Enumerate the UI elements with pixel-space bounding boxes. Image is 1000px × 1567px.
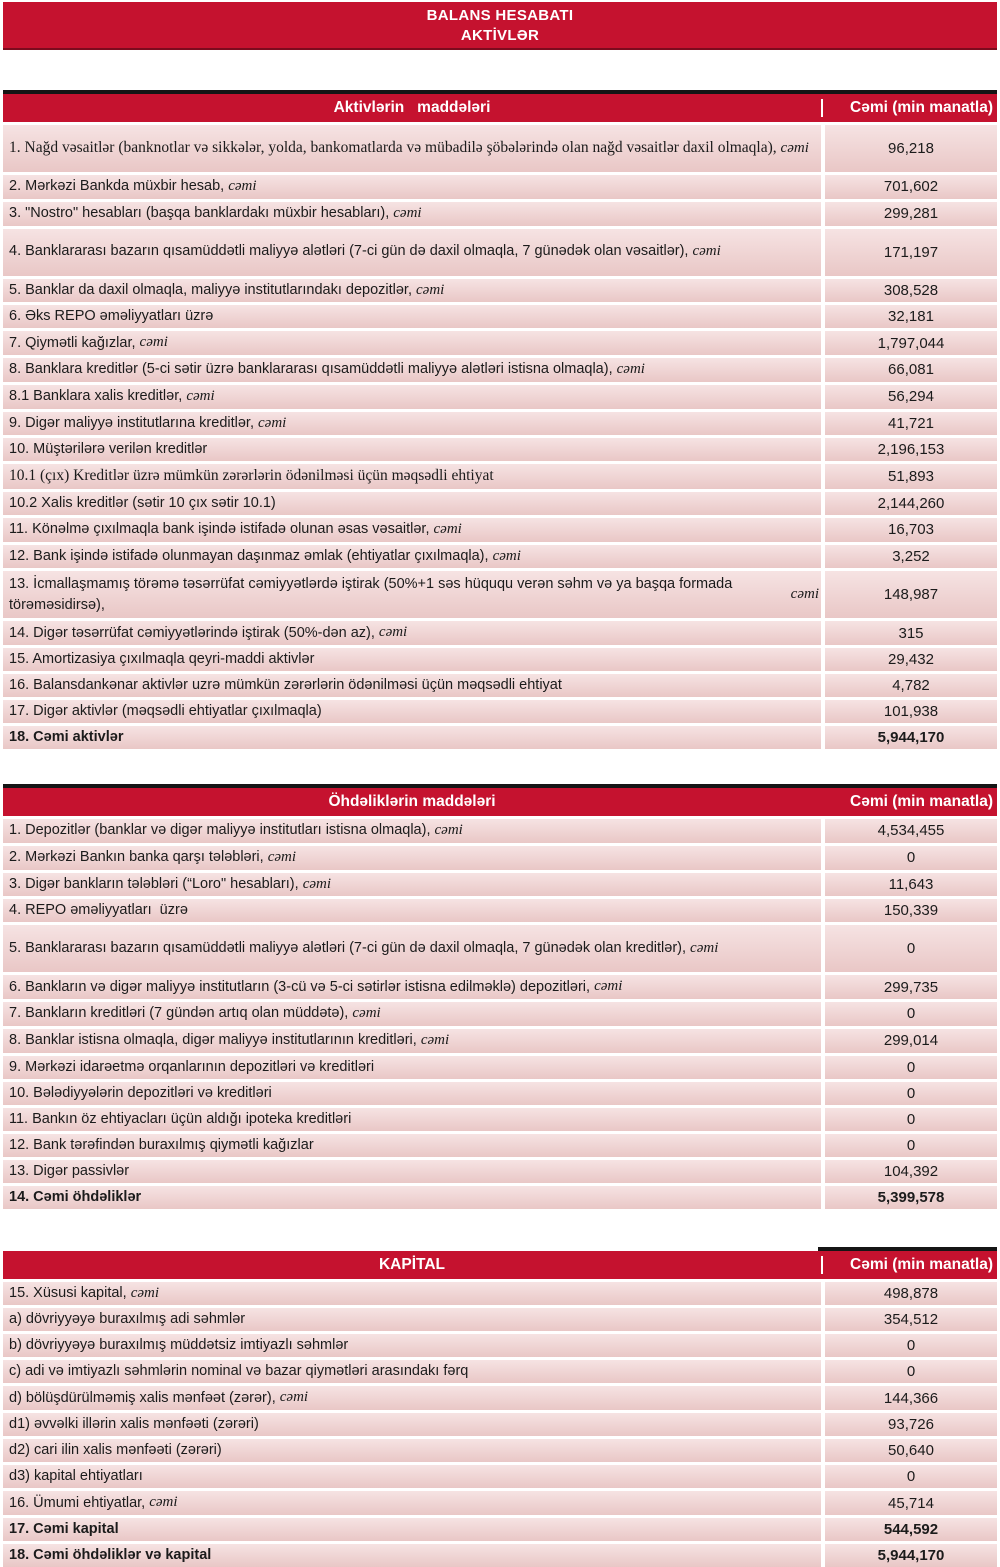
row-label-text: 1. Depozitlər (banklar və digər maliyyə institutları istisna olmaqla),	[9, 822, 435, 839]
row-label-text: 10. Bələdiyyələrin depozitləri və kreditləri	[9, 1084, 272, 1101]
row-label-text: 5. Banklar da daxil olmaqla, maliyyə institutlarındakı depozitlər,	[9, 281, 417, 298]
row-value: 315	[825, 621, 997, 645]
row-label-text: 8. Banklar istisna olmaqla, digər maliyyə institutlarının kreditləri,	[9, 1032, 421, 1049]
row-label	[3, 1308, 821, 1331]
row-value: 32,181	[825, 305, 997, 328]
row-value: 148,987	[825, 571, 997, 618]
table-row	[3, 899, 997, 922]
row-label-text: 1. Nağd vəsaitlər (banknotlar və sikkələr, yolda, bankomatlarda və mübadilə şöbələrində olan nağd vəsaitlər daxil olmaqla),	[9, 139, 781, 157]
row-label	[3, 1465, 821, 1488]
ohdelikler-table-section	[0, 784, 1000, 1209]
table-row	[3, 571, 997, 618]
row-label	[3, 1186, 821, 1209]
row-label-text: 18. Cəmi aktivlər	[9, 729, 124, 746]
table-row	[3, 621, 997, 645]
row-label	[3, 229, 821, 276]
row-label-text: 10. Müştərilərə verilən kreditlər	[9, 441, 208, 458]
table-row	[3, 1029, 997, 1053]
row-label	[3, 899, 821, 922]
row-label-text: 4. REPO əməliyyatları üzrə	[9, 902, 188, 919]
report-title-line-1: BALANS HESABATI	[426, 6, 574, 24]
row-label	[3, 1134, 821, 1157]
row-value: 144,366	[825, 1386, 997, 1410]
row-value: 104,392	[825, 1160, 997, 1183]
row-label-text: 12. Bank tərəfindən buraxılmış qiymətli kağızlar	[9, 1136, 314, 1153]
table-row	[3, 1386, 997, 1410]
row-label-text: 14. Cəmi öhdəliklər	[9, 1188, 142, 1205]
table-row	[3, 1413, 997, 1436]
row-value: 0	[825, 1056, 997, 1079]
row-label	[3, 385, 821, 409]
row-label-text: 13. İcmallaşmamış törəmə təsərrüfat cəmiyyətlərdə iştirak (50%+1 səs hüququ verən səhm və ya başqa formada törəməsidirsə),	[9, 575, 737, 613]
row-label	[3, 464, 821, 488]
table-row	[3, 1056, 997, 1079]
table-row	[3, 1491, 997, 1515]
table-row	[3, 518, 997, 542]
table-header-label: KAPİTAL	[378, 1255, 445, 1273]
row-label	[3, 1002, 821, 1026]
row-label	[3, 412, 821, 436]
row-label	[3, 846, 821, 870]
table-row	[3, 1134, 997, 1157]
row-label	[3, 125, 821, 172]
row-label-text: d) bölüşdürülməmiş xalis mənfəət (zərər),	[9, 1389, 280, 1406]
table-row	[3, 1518, 997, 1541]
table-row	[3, 1439, 997, 1462]
row-value: 0	[825, 1465, 997, 1488]
row-label	[3, 1544, 821, 1567]
row-label-italic: cəmi	[492, 547, 521, 564]
row-value: 41,721	[825, 412, 997, 436]
row-value: 5,399,578	[825, 1186, 997, 1209]
row-label-italic: cəmi	[130, 1284, 160, 1301]
row-label	[3, 1413, 821, 1436]
row-label	[3, 1386, 821, 1410]
row-value: 2,144,260	[825, 492, 997, 515]
ohdelikler-rows	[3, 819, 997, 1209]
row-value: 5,944,170	[825, 726, 997, 749]
row-label	[3, 1334, 821, 1357]
row-label-text: 3. Digər bankların tələbləri (“Loro" hesabları),	[9, 875, 303, 892]
row-value: 56,294	[825, 385, 997, 409]
table-row	[3, 1282, 997, 1306]
row-value: 4,534,455	[825, 819, 997, 843]
report-title-line-2: AKTİVLƏR	[460, 26, 540, 44]
row-value: 299,014	[825, 1029, 997, 1053]
row-label	[3, 175, 821, 199]
table-row	[3, 229, 997, 276]
row-value: 1,797,044	[825, 331, 997, 355]
row-label	[3, 1056, 821, 1079]
table-row	[3, 819, 997, 843]
row-value: 0	[825, 1082, 997, 1105]
row-label-text: 8. Banklara kreditlər (5-ci sətir üzrə banklararası qısamüddətli maliyyə alətləri istisna olmaqla),	[9, 361, 617, 378]
table-row	[3, 412, 997, 436]
table-row	[3, 305, 997, 328]
row-label-text: 11. Bankın öz ehtiyacları üçün aldığı ipoteka kreditləri	[9, 1110, 352, 1127]
row-label-text: 5. Banklararası bazarın qısamüddətli maliyyə alətləri (7-ci gün də daxil olmaqla, 7 günədək olan kreditlər),	[9, 940, 691, 957]
row-label-text: 13. Digər passivlər	[9, 1162, 130, 1179]
row-label-text: d3) kapital ehtiyatları	[9, 1468, 143, 1485]
report-title-banner	[3, 2, 997, 50]
row-label	[3, 1491, 821, 1515]
row-label	[3, 1360, 821, 1383]
row-label-text: 4. Banklararası bazarın qısamüddətli maliyyə alətləri (7-ci gün də daxil olmaqla, 7 günədək olan vəsaitlər),	[9, 243, 693, 260]
row-label-text: 16. Ümumi ehtiyatlar,	[9, 1494, 150, 1511]
table-row	[3, 1160, 997, 1183]
row-label-italic: cəmi	[378, 624, 408, 641]
table-row	[3, 674, 997, 697]
table-row	[3, 385, 997, 409]
table-row	[3, 1108, 997, 1131]
row-label	[3, 202, 821, 226]
row-label	[3, 305, 821, 328]
row-label	[3, 726, 821, 749]
row-label-italic: cəmi	[393, 204, 422, 221]
row-label-text: 9. Mərkəzi idarəetmə orqanlarının depozitləri və kreditləri	[9, 1058, 375, 1075]
row-label	[3, 819, 821, 843]
row-value: 93,726	[825, 1413, 997, 1436]
table-row	[3, 175, 997, 199]
row-value: 4,782	[825, 674, 997, 697]
table-header-label: Aktivlərin maddələri	[333, 99, 491, 116]
aktivler-table-header	[3, 94, 997, 122]
row-label	[3, 492, 821, 515]
row-value: 0	[825, 1002, 997, 1026]
row-label	[3, 358, 821, 382]
row-label-italic: cəmi	[433, 520, 462, 537]
row-value: 29,432	[825, 648, 997, 671]
ohdelikler-table-header	[3, 788, 997, 816]
row-value: 0	[825, 1134, 997, 1157]
row-label-italic: cəmi	[616, 361, 645, 378]
row-value: 0	[825, 1108, 997, 1131]
table-row	[3, 1308, 997, 1331]
row-label-italic: cəmi	[790, 585, 819, 602]
table-row	[3, 492, 997, 515]
row-value: 0	[825, 925, 997, 972]
row-label-text: 3. "Nostro" hesabları (başqa banklardakı müxbir hesabları),	[9, 205, 394, 222]
row-label-italic: cəmi	[258, 414, 287, 431]
row-label-text: 12. Bank işində istifadə olunmayan daşınmaz əmlak (ehtiyatlar çıxılmaqla),	[9, 547, 493, 564]
row-label-text: d2) cari ilin xalis mənfəəti (zərəri)	[9, 1442, 222, 1459]
row-value: 299,281	[825, 202, 997, 226]
row-label-italic: cəmi	[139, 334, 168, 351]
table-row	[3, 358, 997, 382]
row-label	[3, 518, 821, 542]
row-label	[3, 975, 821, 999]
row-label	[3, 674, 821, 697]
table-row	[3, 1334, 997, 1357]
row-value: 354,512	[825, 1308, 997, 1331]
row-label	[3, 331, 821, 355]
row-value: 308,528	[825, 279, 997, 303]
row-value: 0	[825, 846, 997, 870]
row-label-text: 15. Xüsusi kapital,	[9, 1285, 131, 1302]
row-label	[3, 648, 821, 671]
row-label	[3, 925, 821, 972]
table-header-value: Cəmi (min manatla)	[821, 99, 997, 117]
table-row	[3, 1082, 997, 1105]
row-value: 5,944,170	[825, 1544, 997, 1567]
aktivler-table-section	[0, 90, 1000, 749]
row-label-text: 6. Bankların və digər maliyyə institutların (3-cü və 5-ci sətirlər istisna edilməklə) depozitləri,	[9, 978, 595, 995]
row-value: 66,081	[825, 358, 997, 382]
row-label-text: 10.1 (çıx) Kreditlər üzrə mümkün zərərlərin ödənilməsi üçün məqsədli ehtiyat	[9, 467, 494, 485]
row-label-text: 10.2 Xalis kreditlər (sətir 10 çıx sətir 10.1)	[9, 494, 276, 511]
row-label-italic: cəmi	[594, 978, 623, 995]
row-label	[3, 1282, 821, 1306]
table-row	[3, 846, 997, 870]
table-row	[3, 545, 997, 569]
row-label-italic: cəmi	[352, 1005, 381, 1022]
row-label-text: 7. Bankların kreditləri (7 gündən artıq olan müddətə),	[9, 1005, 353, 1022]
row-label-italic: cəmi	[420, 1031, 450, 1048]
row-label	[3, 1439, 821, 1462]
table-row	[3, 125, 997, 172]
row-label	[3, 438, 821, 461]
row-label	[3, 545, 821, 569]
row-label-text: a) dövriyyəyə buraxılmış adi səhmlər	[9, 1311, 246, 1328]
row-label	[3, 571, 821, 618]
row-label	[3, 873, 821, 897]
table-row	[3, 331, 997, 355]
table-header-label: Öhdəliklərin maddələri	[328, 793, 496, 811]
row-label-text: 15. Amortizasiya çıxılmaqla qeyri-maddi aktivlər	[9, 651, 315, 668]
row-label	[3, 1029, 821, 1053]
table-row	[3, 1360, 997, 1383]
table-row	[3, 1186, 997, 1209]
row-value: 498,878	[825, 1282, 997, 1306]
row-value: 150,339	[825, 899, 997, 922]
kapital-table-header	[3, 1251, 997, 1279]
row-label-italic: cəmi	[780, 139, 809, 156]
row-label-italic: cəmi	[416, 281, 445, 298]
row-value: 544,592	[825, 1518, 997, 1541]
row-label-italic: cəmi	[690, 939, 719, 956]
row-value: 299,735	[825, 975, 997, 999]
row-label	[3, 1518, 821, 1541]
row-label	[3, 1108, 821, 1131]
row-label-text: 16. Balansdankənar aktivlər uzrə mümkün zərərlərin ödənilməsi üçün məqsədli ehtiyat	[9, 677, 562, 694]
row-label-text: 14. Digər təsərrüfat cəmiyyətlərində iştirak (50%-dən az),	[9, 624, 379, 641]
row-label	[3, 1160, 821, 1183]
row-label-italic: cəmi	[434, 822, 463, 839]
table-row	[3, 202, 997, 226]
row-value: 171,197	[825, 229, 997, 276]
row-label-text: 9. Digər maliyyə institutlarına kreditlər,	[9, 414, 259, 431]
row-label-text: 18. Cəmi öhdəliklər və kapital	[9, 1547, 212, 1564]
row-label-text: 8.1 Banklara xalis kreditlər,	[9, 388, 187, 405]
table-row	[3, 975, 997, 999]
table-row	[3, 1002, 997, 1026]
row-label	[3, 1082, 821, 1105]
table-row	[3, 438, 997, 461]
table-header-value: Cəmi (min manatla)	[850, 793, 993, 811]
table-row	[3, 925, 997, 972]
row-value: 101,938	[825, 700, 997, 723]
row-label-text: 7. Qiymətli kağızlar,	[9, 334, 140, 351]
table-row	[3, 726, 997, 749]
kapital-rows	[3, 1282, 997, 1567]
row-value: 2,196,153	[825, 438, 997, 461]
tables-container	[0, 90, 1000, 1567]
row-label	[3, 279, 821, 303]
row-label	[3, 621, 821, 645]
row-label-italic: cəmi	[302, 875, 332, 892]
row-label-italic: cəmi	[228, 178, 257, 194]
row-value: 16,703	[825, 518, 997, 542]
table-row	[3, 279, 997, 303]
row-label-text: 2. Mərkəzi Bankda müxbir hesab,	[9, 178, 229, 195]
table-row	[3, 700, 997, 723]
row-value: 701,602	[825, 175, 997, 199]
row-label-text: 17. Cəmi kapital	[9, 1521, 119, 1538]
row-value: 51,893	[825, 464, 997, 488]
row-label-text: b) dövriyyəyə buraxılmış müddətsiz imtiyazlı səhmlər	[9, 1337, 349, 1354]
row-label-text: 6. Əks REPO əməliyyatları üzrə	[9, 308, 214, 325]
table-row	[3, 648, 997, 671]
table-row	[3, 873, 997, 897]
table-row	[3, 1465, 997, 1488]
row-value: 0	[825, 1360, 997, 1383]
row-label-text: 11. Könəlmə çıxılmaqla bank işində istifadə olunan əsas vəsaitlər,	[9, 521, 434, 538]
row-label	[3, 700, 821, 723]
kapital-table-section	[0, 1247, 1000, 1567]
row-value: 11,643	[825, 873, 997, 897]
row-value: 96,218	[825, 125, 997, 172]
row-label-text: 2. Mərkəzi Bankın banka qarşı tələbləri,	[9, 849, 268, 866]
row-label-italic: cəmi	[267, 848, 297, 865]
row-label-italic: cəmi	[149, 1494, 178, 1511]
row-value: 3,252	[825, 545, 997, 569]
row-label-text: d1) əvvəlki illərin xalis mənfəəti (zərəri)	[9, 1416, 259, 1433]
table-header-value: Cəmi (min manatla)	[821, 1256, 997, 1274]
row-value: 50,640	[825, 1439, 997, 1462]
row-label-text: c) adi və imtiyazlı səhmlərin nominal və bazar qiymətləri arasındakı fərq	[9, 1363, 469, 1380]
row-label-text: 17. Digər aktivlər (məqsədli ehtiyatlar çıxılmaqla)	[9, 703, 322, 720]
aktivler-rows	[3, 125, 997, 749]
table-row	[3, 464, 997, 488]
row-label-italic: cəmi	[186, 387, 215, 404]
row-label-italic: cəmi	[692, 243, 721, 260]
table-row	[3, 1544, 997, 1567]
row-label-italic: cəmi	[279, 1389, 309, 1406]
row-value: 0	[825, 1334, 997, 1357]
row-value: 45,714	[825, 1491, 997, 1515]
